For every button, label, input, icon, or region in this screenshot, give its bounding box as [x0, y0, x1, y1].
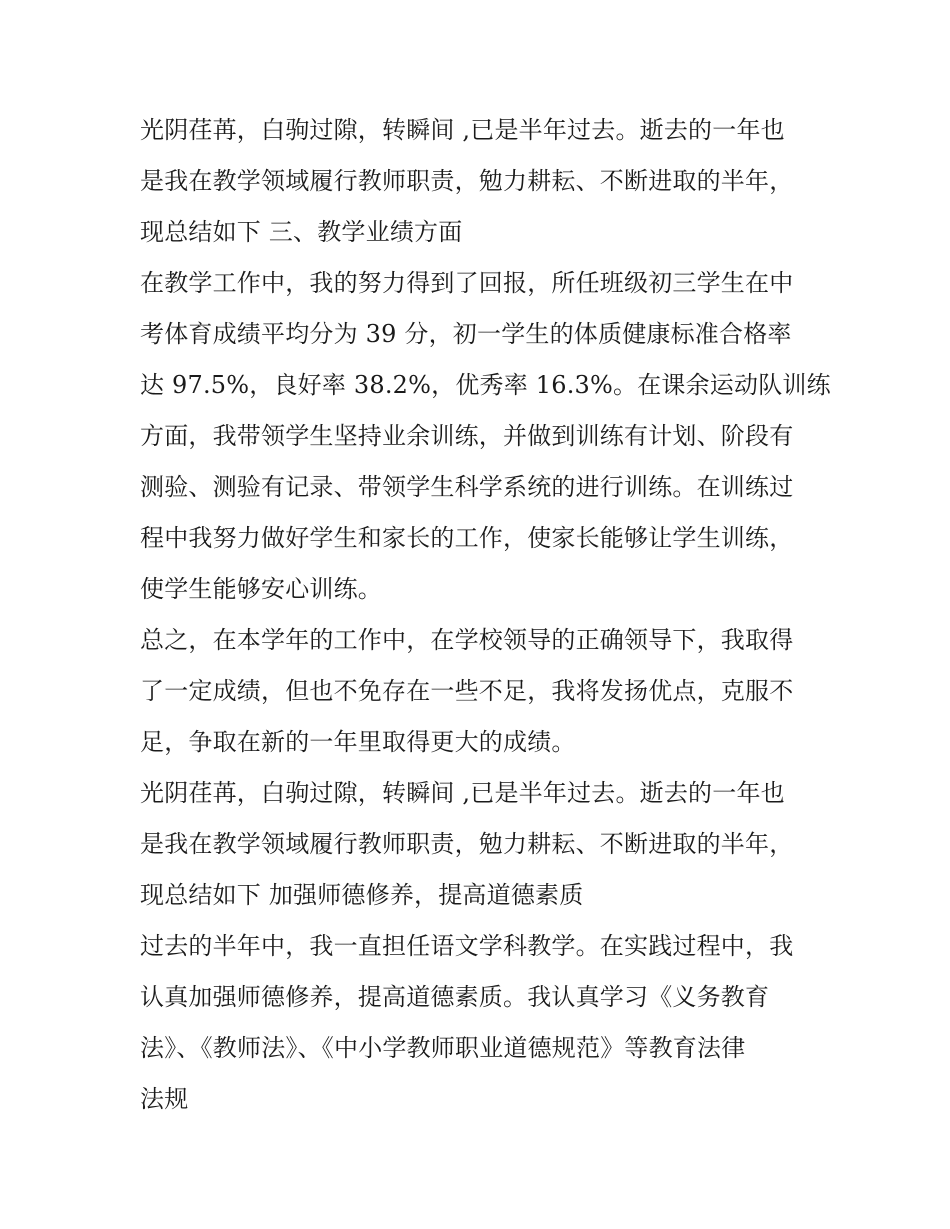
- text-line: 光阴荏苒，白驹过隙，转瞬间 ,已是半年过去。逝去的一年也: [140, 116, 785, 144]
- text-line: 光阴荏苒，白驹过隙，转瞬间 ,已是半年过去。逝去的一年也: [140, 779, 785, 807]
- text-line: 了一定成绩，但也不免存在一些不足，我将发扬优点，克服不: [140, 677, 794, 705]
- text-line: 过去的半年中，我一直担任语文学科教学。在实践过程中，我: [140, 932, 794, 960]
- section-heading-line: 现总结如下 加强师德修养，提高道德素质: [140, 881, 584, 909]
- text-line: 方面，我带领学生坚持业余训练，并做到训练有计划、阶段有: [140, 422, 794, 450]
- text-line: 使学生能够安心训练。: [140, 575, 382, 603]
- text-line: 程中我努力做好学生和家长的工作，使家长能够让学生训练，: [140, 524, 794, 552]
- text-line: 法》、《教师法》、《中小学教师职业道德规范》等教育法律: [140, 1034, 746, 1062]
- text-line: 法规: [140, 1085, 189, 1113]
- text-line: 足，争取在新的一年里取得更大的成绩。: [140, 728, 576, 756]
- text-line: 是我在教学领域履行教师职责，勉力耕耘、不断进取的半年，: [140, 167, 794, 195]
- document-body: [140, 105, 831, 1125]
- text-line: 认真加强师德修养，提高道德素质。我认真学习《义务教育: [140, 983, 770, 1011]
- text-line: 测验、测验有记录、带领学生科学系统的进行训练。在训练过: [140, 473, 794, 501]
- text-line: 考体育成绩平均分为 39 分，初一学生的体质健康标准合格率: [140, 320, 792, 348]
- text-line: 在教学工作中，我的努力得到了回报，所任班级初三学生在中: [140, 269, 794, 297]
- text-line: 是我在教学领域履行教师职责，勉力耕耘、不断进取的半年，: [140, 830, 794, 858]
- section-heading-line: 现总结如下 三、教学业绩方面: [140, 218, 463, 246]
- text-line: 总之，在本学年的工作中，在学校领导的正确领导下，我取得: [140, 626, 794, 654]
- text-line: 达 97.5%，良好率 38.2%，优秀率 16.3%。在课余运动队训练: [140, 371, 831, 399]
